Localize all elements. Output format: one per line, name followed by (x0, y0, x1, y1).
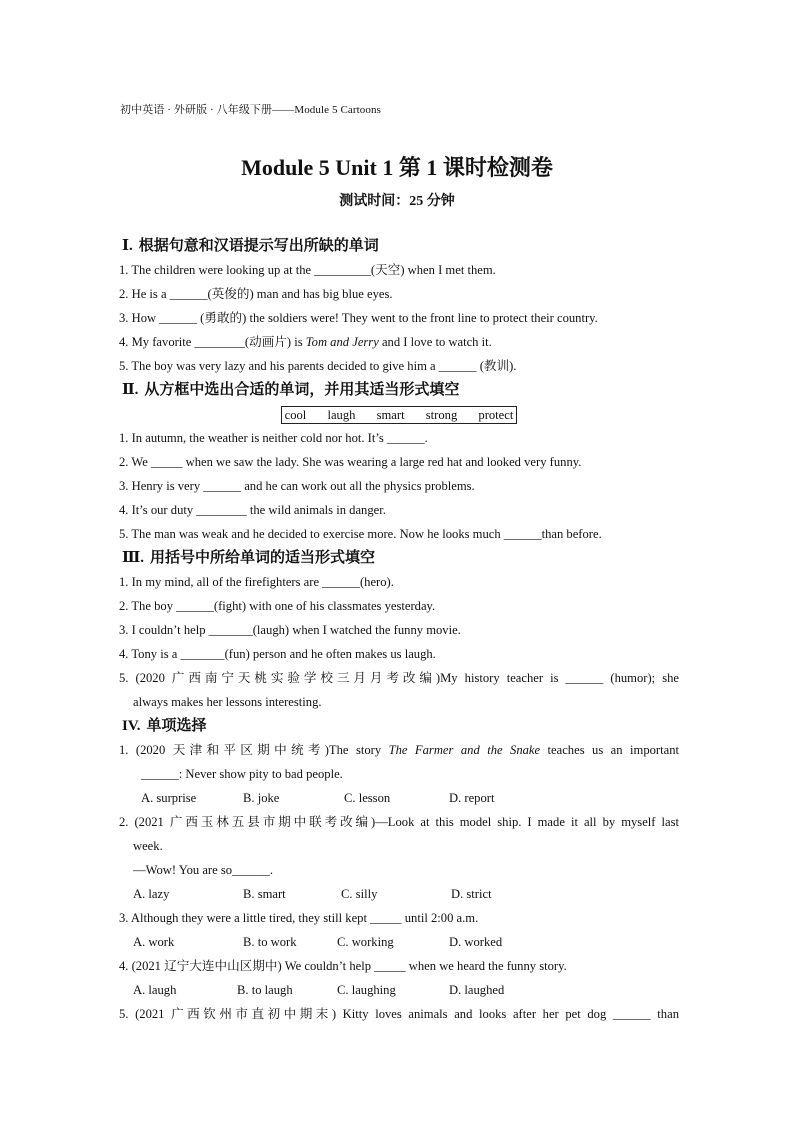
question-s1-q5: 5. The boy was very lazy and his parents decided to give him a ______ (教训). (119, 359, 517, 373)
question-s3-q5-continued: always makes her lessons interesting. (133, 695, 322, 709)
word-box-item: cool (284, 408, 307, 422)
question-s2-q2: 2. We _____ when we saw the lady. She was wearing a large red hat and looked very funny. (119, 455, 582, 469)
option-d: D. laughed (449, 983, 505, 997)
question-s4-q5: 5. (2021 广西钦州市直初中期末) Kitty loves animals and looks after her pet dog ______ than (119, 1007, 679, 1021)
section-title: 单项选择 (146, 718, 207, 734)
options-s4-q1 (119, 786, 679, 810)
question-s4-q2-continued: week. (133, 839, 163, 853)
question-s4-q1-continued: ______: Never show pity to bad people. (141, 767, 343, 781)
test-time: 测试时间：25 分钟 (339, 194, 455, 209)
section-4-heading (119, 714, 679, 738)
question-s1-q1: 1. The children were looking up at the _________(天空) when I met them. (119, 263, 496, 277)
section-number: Ⅰ. (122, 238, 133, 254)
question-s2-q1: 1. In autumn, the weather is neither cold nor hot. It’s ______. (119, 431, 428, 445)
word-box-row (119, 402, 679, 426)
question-s1-q3: 3. How ______ (勇敢的) the soldiers were! They went to the front line to protect their country. (119, 311, 598, 325)
question-s4-q1 (119, 738, 679, 762)
option-c: C. working (337, 935, 394, 949)
option-a: A. laugh (133, 983, 177, 997)
option-a: A. work (133, 935, 175, 949)
word-box (281, 406, 518, 424)
question-s2-q4: 4. It’s our duty ________ the wild animals in danger. (119, 503, 386, 517)
option-d: D. strict (451, 887, 492, 901)
question-s3-q2: 2. The boy ______(fight) with one of his classmates yesterday. (119, 599, 436, 613)
question-text: 1. (2020 天津和平区期中统考)The story (119, 743, 389, 757)
word-box-item: smart (376, 408, 405, 422)
word-box-item: strong (425, 408, 458, 422)
word-box-item: laugh (327, 408, 356, 422)
option-b: B. to laugh (237, 983, 293, 997)
section-number: Ⅱ. (122, 382, 139, 398)
question-text: and I love to watch it. (378, 335, 492, 349)
question-s2-q3: 3. Henry is very ______ and he can work out all the physics problems. (119, 479, 475, 493)
question-s2-q5: 5. The man was weak and he decided to exercise more. Now he looks much ______than before. (119, 527, 602, 541)
question-s3-q1: 1. In my mind, all of the firefighters are ______(hero). (119, 575, 394, 589)
option-b: B. joke (243, 791, 280, 805)
option-a: A. surprise (141, 791, 197, 805)
question-s1-q4 (119, 330, 679, 354)
options-s4-q3 (119, 930, 679, 954)
question-s4-q2: 2. (2021 广西玉林五县市期中联考改编)—Look at this model ship. I made it all by myself last (119, 815, 679, 829)
option-d: D. report (449, 791, 495, 805)
page-title: Module 5 Unit 1 第 1 课时检测卷 (241, 155, 553, 180)
section-title: 用括号中所给单词的适当形式填空 (150, 550, 376, 566)
page-header: 初中英语 · 外研版 · 八年级下册——Module 5 Cartoons (120, 104, 381, 116)
question-s4-q3: 3. Although they were a little tired, they still kept _____ until 2:00 a.m. (119, 911, 479, 925)
option-c: C. laughing (337, 983, 396, 997)
option-b: B. to work (243, 935, 297, 949)
story-title: The Farmer and the Snake (388, 743, 541, 757)
options-s4-q4 (119, 978, 679, 1002)
option-d: D. worked (449, 935, 503, 949)
option-c: C. lesson (344, 791, 391, 805)
section-1-heading (119, 234, 679, 258)
section-3-heading (119, 546, 679, 570)
section-number: Ⅲ. (122, 550, 145, 566)
cartoon-title: Tom and Jerry (305, 335, 379, 349)
question-s4-q2-reply: —Wow! You are so______. (133, 863, 273, 877)
section-title: 根据句意和汉语提示写出所缺的单词 (138, 238, 379, 254)
worksheet-content (119, 234, 679, 1026)
question-s3-q4: 4. Tony is a _______(fun) person and he often makes us laugh. (119, 647, 436, 661)
word-box-item: protect (478, 408, 514, 422)
option-c: C. silly (341, 887, 378, 901)
question-s3-q5: 5. (2020 广西南宁天桃实验学校三月月考改编)My history teacher is ______ (humor); she (119, 671, 679, 685)
section-2-heading (119, 378, 679, 402)
option-b: B. smart (243, 887, 286, 901)
section-title: 从方框中选出合适的单词，并用其适当形式填空 (144, 382, 460, 398)
question-s1-q2: 2. He is a ______(英俊的) man and has big blue eyes. (119, 287, 393, 301)
question-s4-q4: 4. (2021 辽宁大连中山区期中) We couldn’t help _____ when we heard the funny story. (119, 959, 567, 973)
option-a: A. lazy (133, 887, 170, 901)
question-text: 4. My favorite ________(动画片) is (119, 335, 306, 349)
options-s4-q2 (119, 882, 679, 906)
question-s3-q3: 3. I couldn’t help _______(laugh) when I watched the funny movie. (119, 623, 461, 637)
question-text: teaches us an important (540, 743, 679, 757)
section-number: IV. (122, 718, 141, 734)
